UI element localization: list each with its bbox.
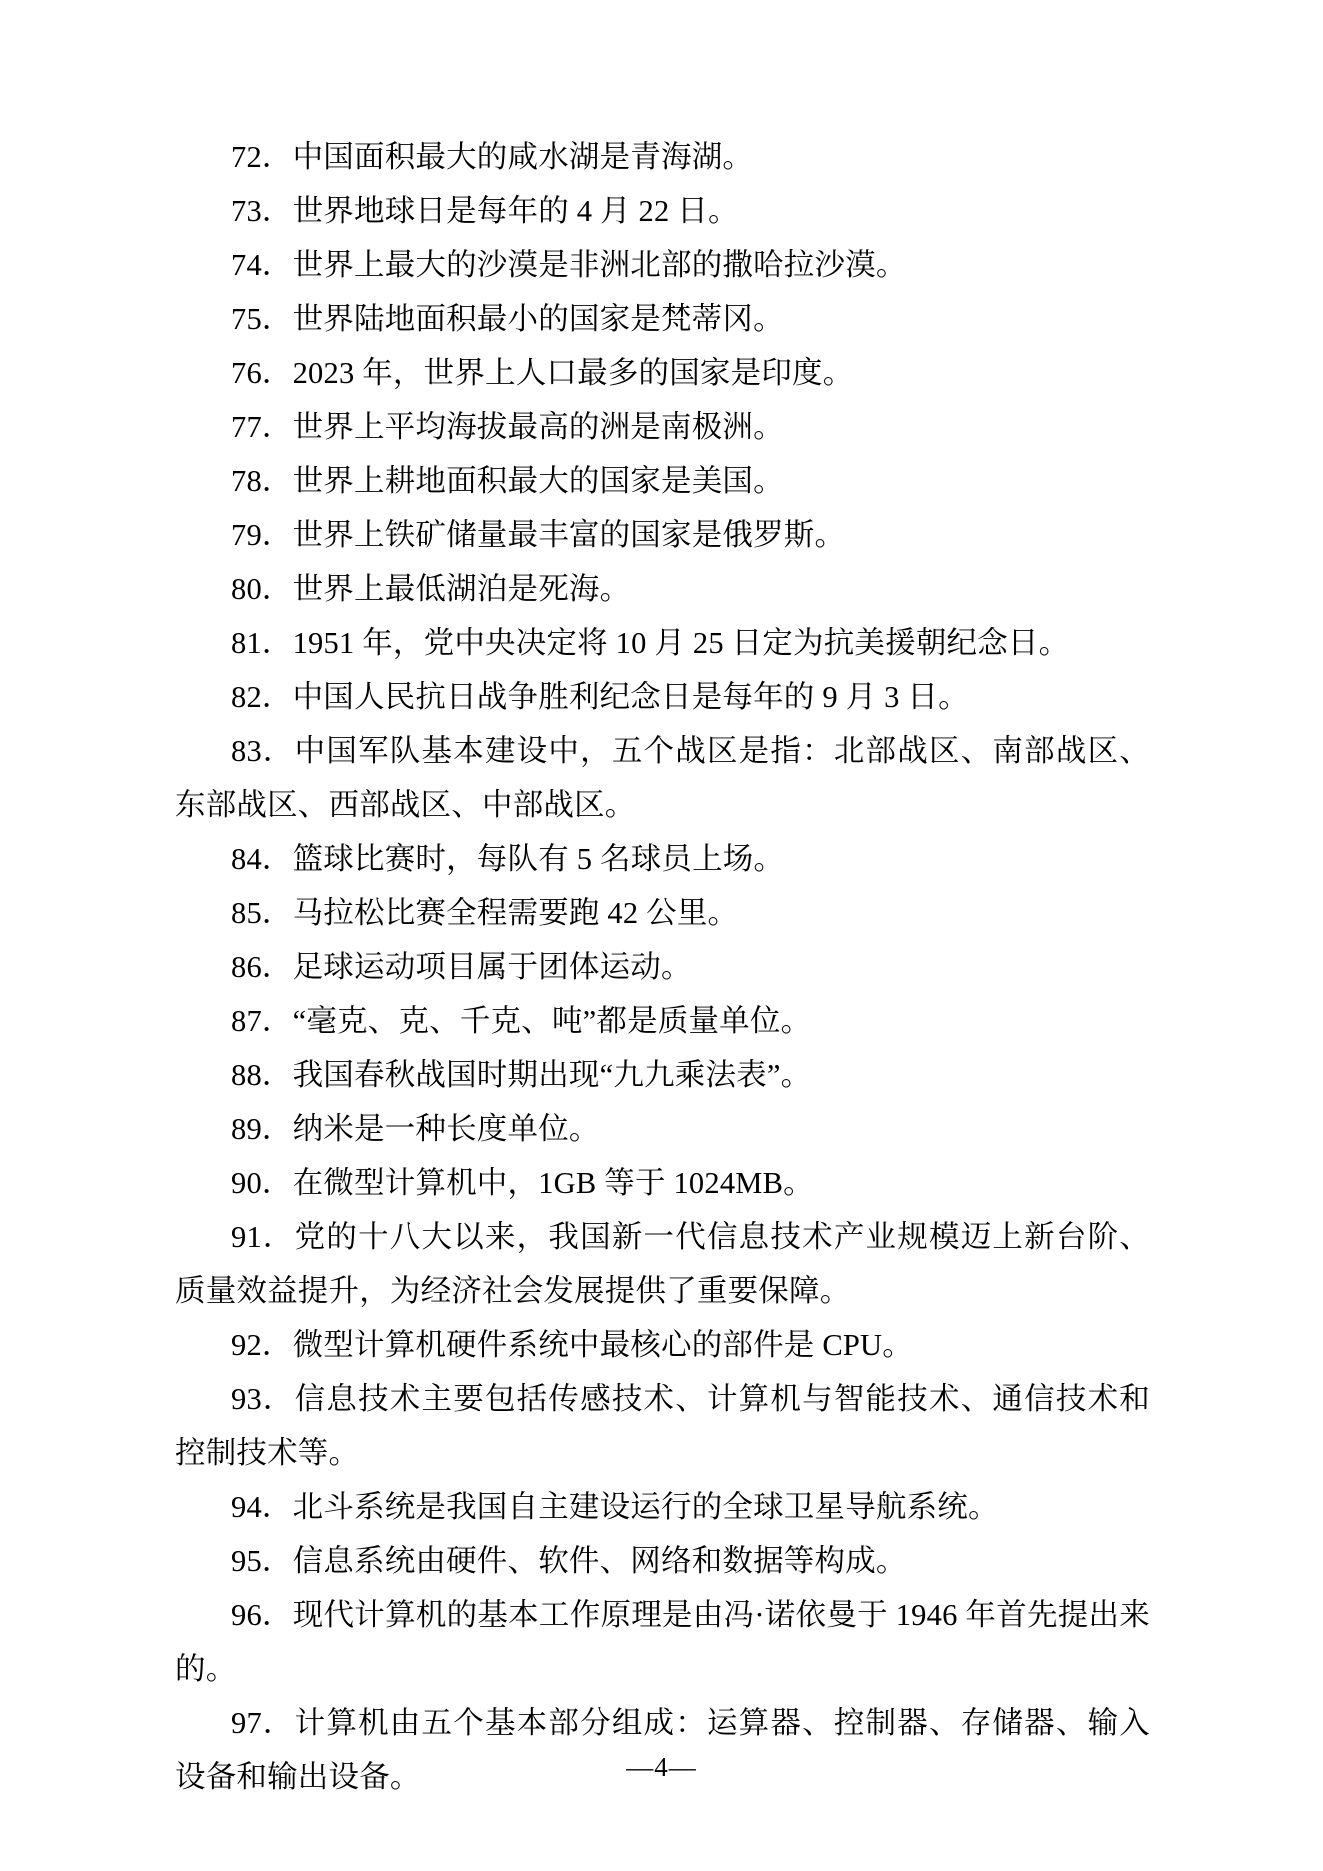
list-item-text: 世界上铁矿储量最丰富的国家是俄罗斯。 <box>292 518 846 552</box>
list-item-number: 83． <box>231 734 295 768</box>
list-item-text: 北斗系统是我国自主建设运行的全球卫星导航系统。 <box>292 1490 999 1524</box>
list-item-number: 93． <box>231 1382 295 1416</box>
list-item-text: 世界上最低湖泊是死海。 <box>292 572 631 606</box>
list-item <box>175 562 1150 616</box>
list-item-number: 87． <box>231 1004 293 1038</box>
list-item <box>175 400 1150 454</box>
page-footer: —4— <box>626 1752 697 1782</box>
list-item-number: 97． <box>231 1706 295 1740</box>
list-item <box>175 1588 1150 1696</box>
list-item <box>175 1696 1150 1804</box>
list-item-number: 77． <box>231 410 293 444</box>
list-item-text: 在微型计算机中，1GB 等于 1024MB。 <box>292 1166 814 1200</box>
list-item-number: 90． <box>231 1166 293 1200</box>
list-item-number: 95． <box>231 1544 293 1578</box>
list-item-number: 94． <box>231 1490 293 1524</box>
list-item-text: 党的十八大以来，我国新一代信息技术产业规模迈上新台阶、质量效益提升，为经济社会发展提供了重要保障。 <box>175 1220 1150 1308</box>
list-item <box>175 454 1150 508</box>
list-item-text: 足球运动项目属于团体运动。 <box>292 950 692 984</box>
list-item-number: 74． <box>231 248 293 282</box>
list-item-text: “毫克、克、千克、吨”都是质量单位。 <box>292 1004 812 1038</box>
list-item <box>175 832 1150 886</box>
list-item-number: 78． <box>231 464 293 498</box>
list-item-text: 我国春秋战国时期出现“九九乘法表”。 <box>292 1058 812 1092</box>
list-item-number: 73． <box>231 194 293 228</box>
list-item <box>175 1210 1150 1318</box>
list-item-number: 85． <box>231 896 293 930</box>
list-item-text: 马拉松比赛全程需要跑 42 公里。 <box>292 896 739 930</box>
list-item <box>175 616 1150 670</box>
list-item-number: 88． <box>231 1058 293 1092</box>
list-item-number: 91． <box>231 1220 295 1254</box>
list-item-number: 92． <box>231 1328 293 1362</box>
list-item <box>175 346 1150 400</box>
list-item-number: 72． <box>231 140 293 174</box>
list-item <box>175 1372 1150 1480</box>
list-item <box>175 1048 1150 1102</box>
list-item <box>175 130 1150 184</box>
list-item <box>175 1102 1150 1156</box>
list-item-text: 世界上平均海拔最高的洲是南极洲。 <box>292 410 784 444</box>
list-item-text: 微型计算机硬件系统中最核心的部件是 CPU。 <box>292 1328 913 1362</box>
list-item <box>175 508 1150 562</box>
list-item <box>175 724 1150 832</box>
list-item-number: 86． <box>231 950 293 984</box>
list-item <box>175 238 1150 292</box>
list-item-text: 篮球比赛时，每队有 5 名球员上场。 <box>292 842 785 876</box>
list-item <box>175 994 1150 1048</box>
list-item-number: 82． <box>231 680 293 714</box>
list-item-text: 信息系统由硬件、软件、网络和数据等构成。 <box>292 1544 907 1578</box>
list-item-text: 世界地球日是每年的 4 月 22 日。 <box>292 194 739 228</box>
list-item <box>175 940 1150 994</box>
list-item <box>175 1156 1150 1210</box>
list-item-text: 中国面积最大的咸水湖是青海湖。 <box>292 140 754 174</box>
list-item <box>175 1534 1150 1588</box>
list-item-number: 80． <box>231 572 293 606</box>
list-item-number: 81． <box>231 626 293 660</box>
list-item <box>175 1318 1150 1372</box>
list-item-text: 2023 年，世界上人口最多的国家是印度。 <box>292 356 854 390</box>
list-item-number: 76． <box>231 356 293 390</box>
list-item-text: 世界陆地面积最小的国家是梵蒂冈。 <box>292 302 784 336</box>
list-item-text: 信息技术主要包括传感技术、计算机与智能技术、通信技术和控制技术等。 <box>175 1382 1150 1470</box>
list-item <box>175 886 1150 940</box>
list-item <box>175 292 1150 346</box>
list-item-text: 计算机由五个基本部分组成：运算器、控制器、存储器、输入设备和输出设备。 <box>175 1706 1150 1794</box>
question-list <box>175 130 1150 1804</box>
list-item-text: 现代计算机的基本工作原理是由冯·诺依曼于 1946 年首先提出来的。 <box>175 1598 1150 1686</box>
list-item-text: 中国军队基本建设中，五个战区是指：北部战区、南部战区、东部战区、西部战区、中部战区。 <box>175 734 1150 822</box>
list-item-text: 纳米是一种长度单位。 <box>292 1112 600 1146</box>
list-item <box>175 670 1150 724</box>
list-item-text: 世界上耕地面积最大的国家是美国。 <box>292 464 784 498</box>
list-item-text: 世界上最大的沙漠是非洲北部的撒哈拉沙漠。 <box>292 248 907 282</box>
list-item-number: 96． <box>231 1598 293 1632</box>
list-item-number: 89． <box>231 1112 293 1146</box>
list-item-number: 75． <box>231 302 293 336</box>
list-item <box>175 1480 1150 1534</box>
list-item-text: 1951 年，党中央决定将 10 月 25 日定为抗美援朝纪念日。 <box>292 626 1070 660</box>
list-item <box>175 184 1150 238</box>
list-item-text: 中国人民抗日战争胜利纪念日是每年的 9 月 3 日。 <box>292 680 969 714</box>
list-item-number: 79． <box>231 518 293 552</box>
list-item-number: 84． <box>231 842 293 876</box>
